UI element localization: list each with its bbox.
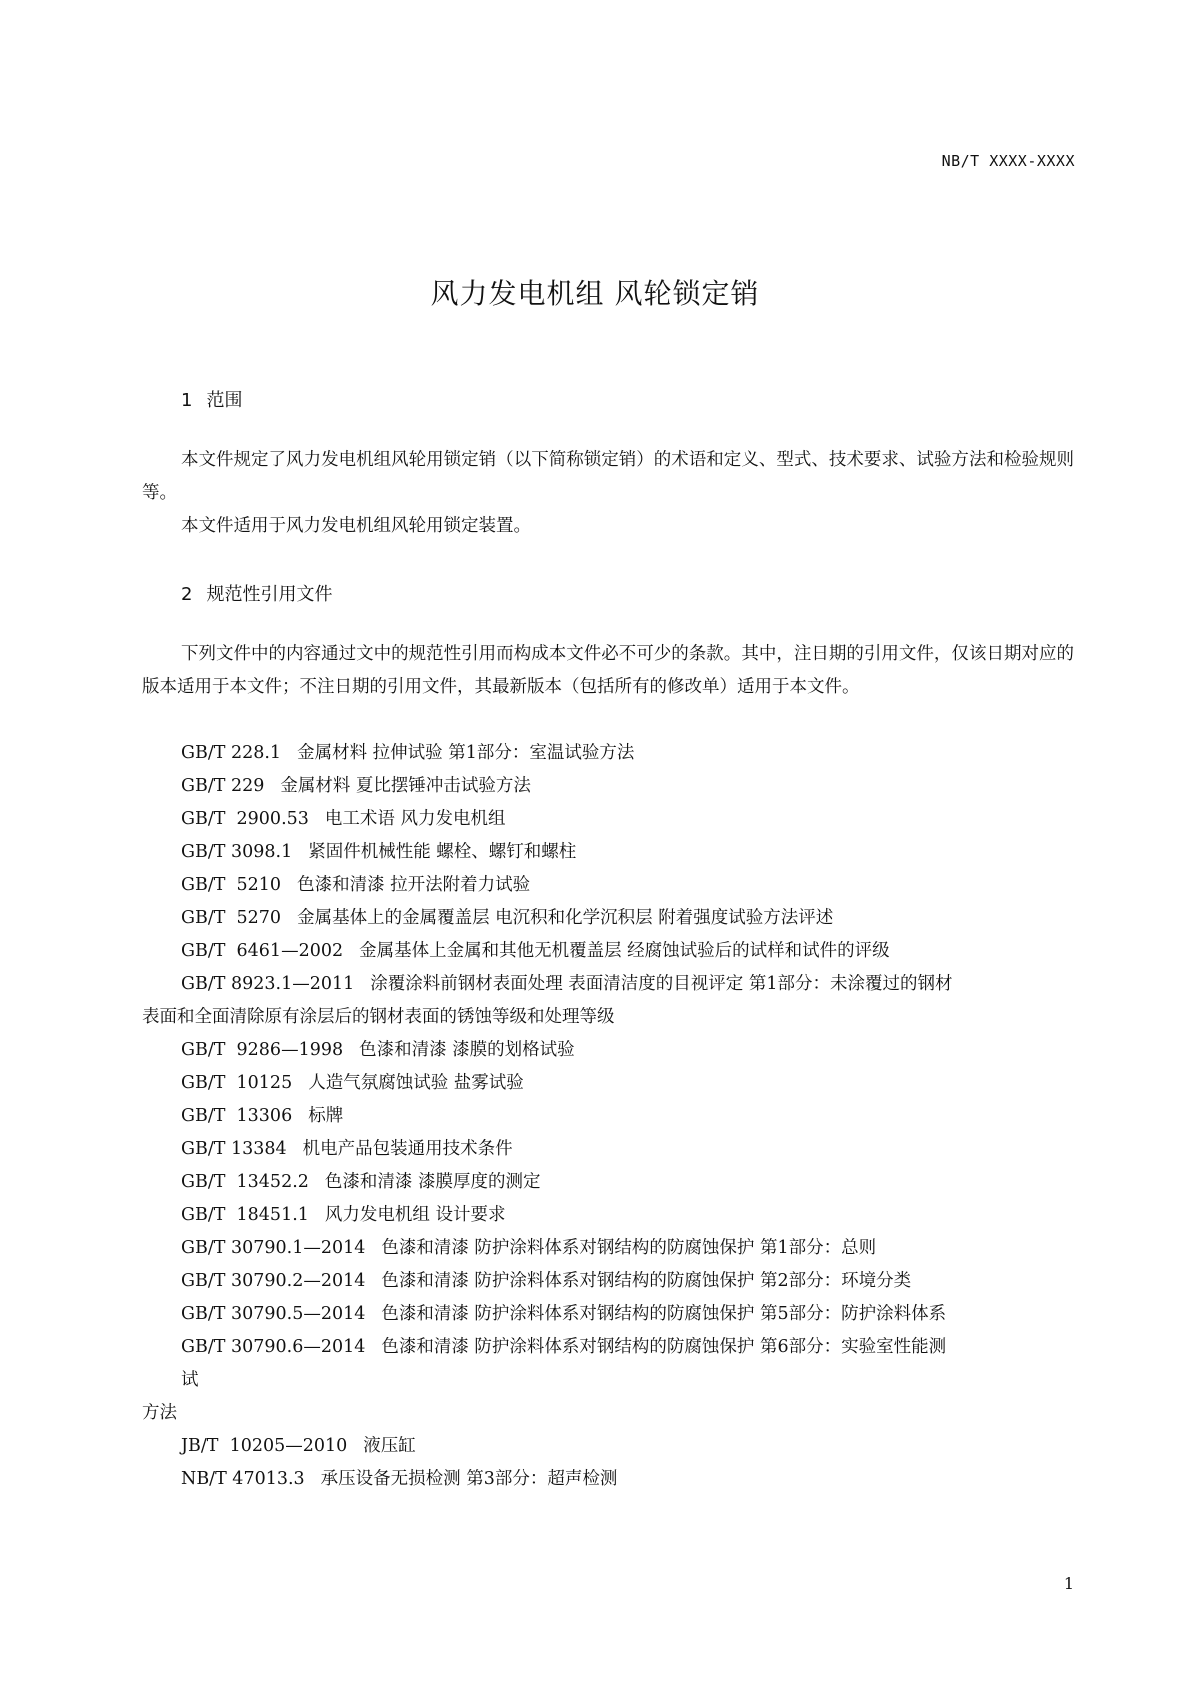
reference-code: GB/T 30790.1—2014 [181, 1238, 366, 1258]
section-heading-scope [181, 386, 242, 412]
reference-item [142, 1430, 1074, 1463]
reference-title: 金属基体上金属和其他无机覆盖层 经腐蚀试验后的试样和试件的评级 [359, 941, 890, 961]
reference-title: 承压设备无损检测 第3部分：超声检测 [320, 1469, 618, 1489]
reference-code: JB/T 10205—2010 [181, 1436, 348, 1456]
reference-title: 色漆和清漆 防护涂料体系对钢结构的防腐蚀保护 第6部分：实验室性能测 [381, 1337, 947, 1357]
standard-code: NB/T XXXX-XXXX [941, 152, 1075, 170]
section-title: 范围 [206, 390, 243, 411]
reference-item [142, 836, 1074, 869]
reference-code: GB/T 13384 [181, 1139, 287, 1159]
reference-code: GB/T 13452.2 [181, 1172, 309, 1192]
reference-item [142, 935, 1074, 968]
reference-title: 机电产品包装通用技术条件 [302, 1139, 513, 1159]
reference-title: 金属基体上的金属覆盖层 电沉积和化学沉积层 附着强度试验方法评述 [297, 908, 834, 928]
reference-item [142, 1463, 1074, 1496]
reference-item [142, 1265, 1074, 1298]
reference-title: 色漆和清漆 防护涂料体系对钢结构的防腐蚀保护 第1部分：总则 [381, 1238, 877, 1258]
reference-title: 液压缸 [363, 1436, 416, 1456]
reference-code: GB/T 13306 [181, 1106, 293, 1126]
reference-title: 色漆和清漆 拉开法附着力试验 [297, 875, 531, 895]
reference-code: GB/T 6461—2002 [181, 941, 344, 961]
reference-title: 金属材料 拉伸试验 第1部分：室温试验方法 [297, 743, 635, 763]
reference-item [142, 902, 1074, 935]
reference-code: GB/T 228.1 [181, 743, 282, 763]
reference-code: GB/T 8923.1—2011 [181, 974, 355, 994]
section-heading-normative-references [181, 580, 332, 606]
reference-title: 色漆和清漆 漆膜厚度的测定 [324, 1172, 541, 1192]
reference-item [142, 737, 1074, 770]
reference-title: 色漆和清漆 防护涂料体系对钢结构的防腐蚀保护 第5部分：防护涂料体系 [381, 1304, 947, 1324]
reference-item [142, 1199, 1074, 1232]
reference-title: 色漆和清漆 漆膜的划格试验 [359, 1040, 575, 1060]
scope-paragraph: 本文件规定了风力发电机组风轮用锁定销（以下简称锁定销）的术语和定义、型式、技术要求、试验方法和检验规则等。 [142, 450, 1074, 503]
reference-continuation: 方法 [142, 1403, 177, 1423]
reference-title: 紧固件机械性能 螺栓、螺钉和螺柱 [308, 842, 577, 862]
reference-item [142, 1133, 1074, 1166]
reference-item [142, 1298, 1074, 1331]
reference-code: GB/T 9286—1998 [181, 1040, 344, 1060]
page-number: 1 [1063, 1574, 1074, 1593]
reference-code: NB/T 47013.3 [181, 1469, 305, 1489]
document-title: 风力发电机组 风轮锁定销 [430, 277, 760, 310]
reference-item [142, 1067, 1074, 1100]
section-number: 2 [181, 584, 193, 605]
reference-item [142, 1100, 1074, 1133]
reference-continuation: 试 [181, 1370, 199, 1390]
references-intro: 下列文件中的内容通过文中的规范性引用而构成本文件必不可少的条款。其中，注日期的引用文件，仅该日期对应的版本适用于本文件；不注日期的引用文件，其最新版本（包括所有的修改单）适用于本文件。 [142, 644, 1074, 697]
reference-item [142, 1232, 1074, 1265]
reference-item [142, 803, 1074, 836]
reference-item [142, 1331, 1074, 1364]
reference-code: GB/T 229 [181, 776, 265, 796]
reference-item [142, 770, 1074, 803]
reference-code: GB/T 5270 [181, 908, 282, 928]
reference-title: 标牌 [308, 1106, 344, 1126]
reference-title: 涂覆涂料前钢材表面处理 表面清洁度的目视评定 第1部分：未涂覆过的钢材 [370, 974, 953, 994]
reference-title: 风力发电机组 设计要求 [324, 1205, 506, 1225]
reference-item [142, 968, 1074, 1001]
reference-list [142, 737, 1074, 1496]
reference-item [142, 1034, 1074, 1067]
reference-code: GB/T 3098.1 [181, 842, 293, 862]
reference-item [142, 1166, 1074, 1199]
reference-code: GB/T 18451.1 [181, 1205, 309, 1225]
reference-title: 色漆和清漆 防护涂料体系对钢结构的防腐蚀保护 第2部分：环境分类 [381, 1271, 912, 1291]
reference-code: GB/T 30790.2—2014 [181, 1271, 366, 1291]
reference-title: 人造气氛腐蚀试验 盐雾试验 [308, 1073, 524, 1093]
reference-item [142, 869, 1074, 902]
reference-title: 金属材料 夏比摆锤冲击试验方法 [280, 776, 531, 796]
reference-code: GB/T 2900.53 [181, 809, 309, 829]
reference-title: 电工术语 风力发电机组 [324, 809, 506, 829]
reference-continuation: 表面和全面清除原有涂层后的钢材表面的锈蚀等级和处理等级 [142, 1007, 615, 1027]
reference-code: GB/T 10125 [181, 1073, 293, 1093]
reference-code: GB/T 30790.6—2014 [181, 1337, 366, 1357]
section-number: 1 [181, 390, 193, 411]
scope-paragraph: 本文件适用于风力发电机组风轮用锁定装置。 [181, 516, 531, 536]
section-title: 规范性引用文件 [206, 584, 333, 605]
reference-code: GB/T 5210 [181, 875, 282, 895]
reference-code: GB/T 30790.5—2014 [181, 1304, 366, 1324]
